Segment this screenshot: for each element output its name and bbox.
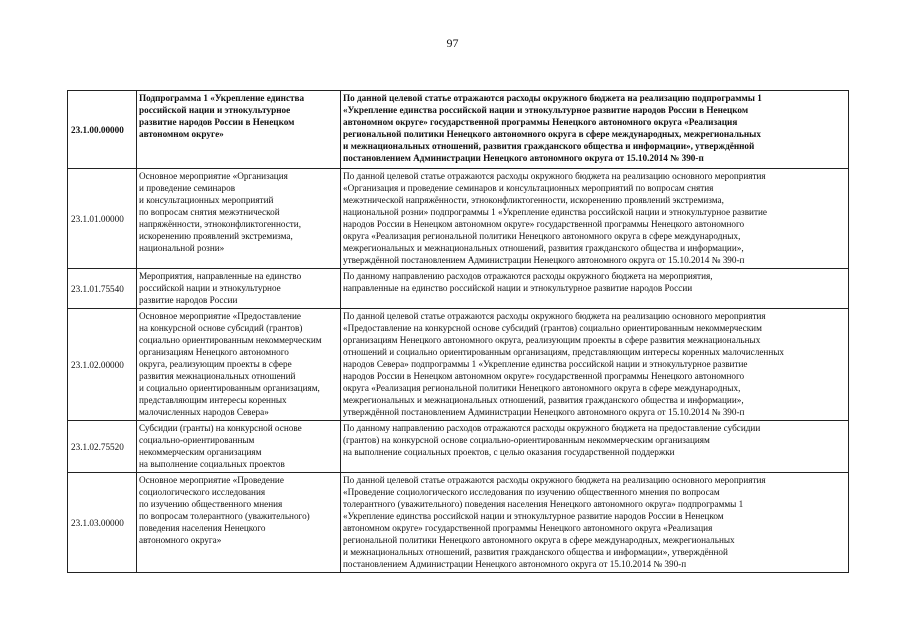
page-number: 97 <box>446 36 459 50</box>
row-code: 23.1.02.75520 <box>68 421 137 473</box>
table-row <box>68 91 849 169</box>
row-code: 23.1.02.00000 <box>68 309 137 421</box>
row-code: 23.1.03.00000 <box>68 473 137 573</box>
row-description: По данной целевой статье отражаются расходы окружного бюджета на реализацию основного мероприятия «Организация и проведение семинаров и консультационных мероприятий по вопросам снятия межэтнической напряжённости, этноконфликтогенности, искоренению проявлений экстремизма, национальной розни» подпрограммы 1 «Укрепление единства российской нации и этнокультурное развитие народов России в Ненецком автономном округе» государственной программы Ненецкого автономного округа «Реализация региональной политики Ненецкого автономного округа в сфере международных, межрегиональных и межнациональных отношений, развития гражданского общества и информации», утверждённой постановлением Администрации Ненецкого автономного округа от 15.10.2014 № 390-п <box>341 169 849 269</box>
table-row <box>68 473 849 573</box>
row-name: Основное мероприятие «Предоставление на конкурсной основе субсидий (грантов) социально ориентированным некоммерческим организациям Ненецкого автономного округа, реализующим проекты в сфере развития межнациональных отношений и социально ориентированным организациям, представляющим интересы коренных малочисленных народов Севера» <box>137 309 341 421</box>
row-code: 23.1.01.00000 <box>68 169 137 269</box>
row-description: По данному направлению расходов отражаются расходы окружного бюджета на мероприятия, направленные на единство российской нации и этнокультурное развитие народов России <box>341 269 849 309</box>
row-name: Подпрограмма 1 «Укрепление единства российской нации и этнокультурное развитие народов России в Ненецком автономном округе» <box>137 91 341 169</box>
row-description: По данной целевой статье отражаются расходы окружного бюджета на реализацию подпрограммы 1 «Укрепление единства российской нации и этнокультурное развитие народов России в Ненецком автономном округе» государственной программы Ненецкого автономного округа «Реализация региональной политики Ненецкого автономного округа в сфере международных, межрегиональных и межнациональных отношений, развития гражданского общества и информации», утверждённой постановлением Администрации Ненецкого автономного округа от 15.10.2014 № 390-п <box>341 91 849 169</box>
table-row <box>68 269 849 309</box>
row-description: По данной целевой статье отражаются расходы окружного бюджета на реализацию основного мероприятия «Предоставление на конкурсной основе субсидий (грантов) социально ориентированным некоммерческим организациям Ненецкого автономного округа, реализующим проекты в сфере развития межнациональных отношений и социально ориентированным организациям, представляющим интересы коренных малочисленных народов Севера» подпрограммы 1 «Укрепление единства российской нации и этнокультурное развитие народов России в Ненецком автономном округе» государственной программы Ненецкого автономного округа «Реализация региональной политики Ненецкого автономного округа в сфере международных, межрегиональных и межнациональных отношений, развития гражданского общества и информации», утверждённой постановлением Администрации Ненецкого автономного округа от 15.10.2014 № 390-п <box>341 309 849 421</box>
table-row <box>68 169 849 269</box>
row-name: Основное мероприятие «Организация и проведение семинаров и консультационных мероприятий по вопросам снятия межэтнической напряжённости, этноконфликтогенности, искоренению проявлений экстремизма, национальной розни» <box>137 169 341 269</box>
row-code: 23.1.00.00000 <box>68 91 137 169</box>
table-row <box>68 421 849 473</box>
row-description: По данной целевой статье отражаются расходы окружного бюджета на реализацию основного мероприятия «Проведение социологического исследования по изучению общественного мнения по вопросам толерантного (уважительного) поведения населения Ненецкого автономного округа» подпрограммы 1 «Укрепление единства российской нации и этнокультурное развитие народов России в Ненецком автономном округе» государственной программы Ненецкого автономного округа «Реализация региональной политики Ненецкого автономного округа в сфере международных, межрегиональных и межнациональных отношений, развития гражданского общества и информации», утверждённой постановлением Администрации Ненецкого автономного округа от 15.10.2014 № 390-п <box>341 473 849 573</box>
row-description: По данному направлению расходов отражаются расходы окружного бюджета на предоставление субсидии (грантов) на конкурсной основе социально-ориентированным некоммерческим организациям на выполнение социальных проектов, с целью оказания государственной поддержки <box>341 421 849 473</box>
row-name: Мероприятия, направленные на единство российской нации и этнокультурное развитие народов России <box>137 269 341 309</box>
table-row <box>68 309 849 421</box>
row-name: Основное мероприятие «Проведение социологического исследования по изучению общественного мнения по вопросам толерантного (уважительного) поведения населения Ненецкого автономного округа» <box>137 473 341 573</box>
table-body <box>68 91 849 573</box>
row-code: 23.1.01.75540 <box>68 269 137 309</box>
row-name: Субсидии (гранты) на конкурсной основе социально-ориентированным некоммерческим организациям на выполнение социальных проектов <box>137 421 341 473</box>
budget-classification-table <box>67 90 849 573</box>
